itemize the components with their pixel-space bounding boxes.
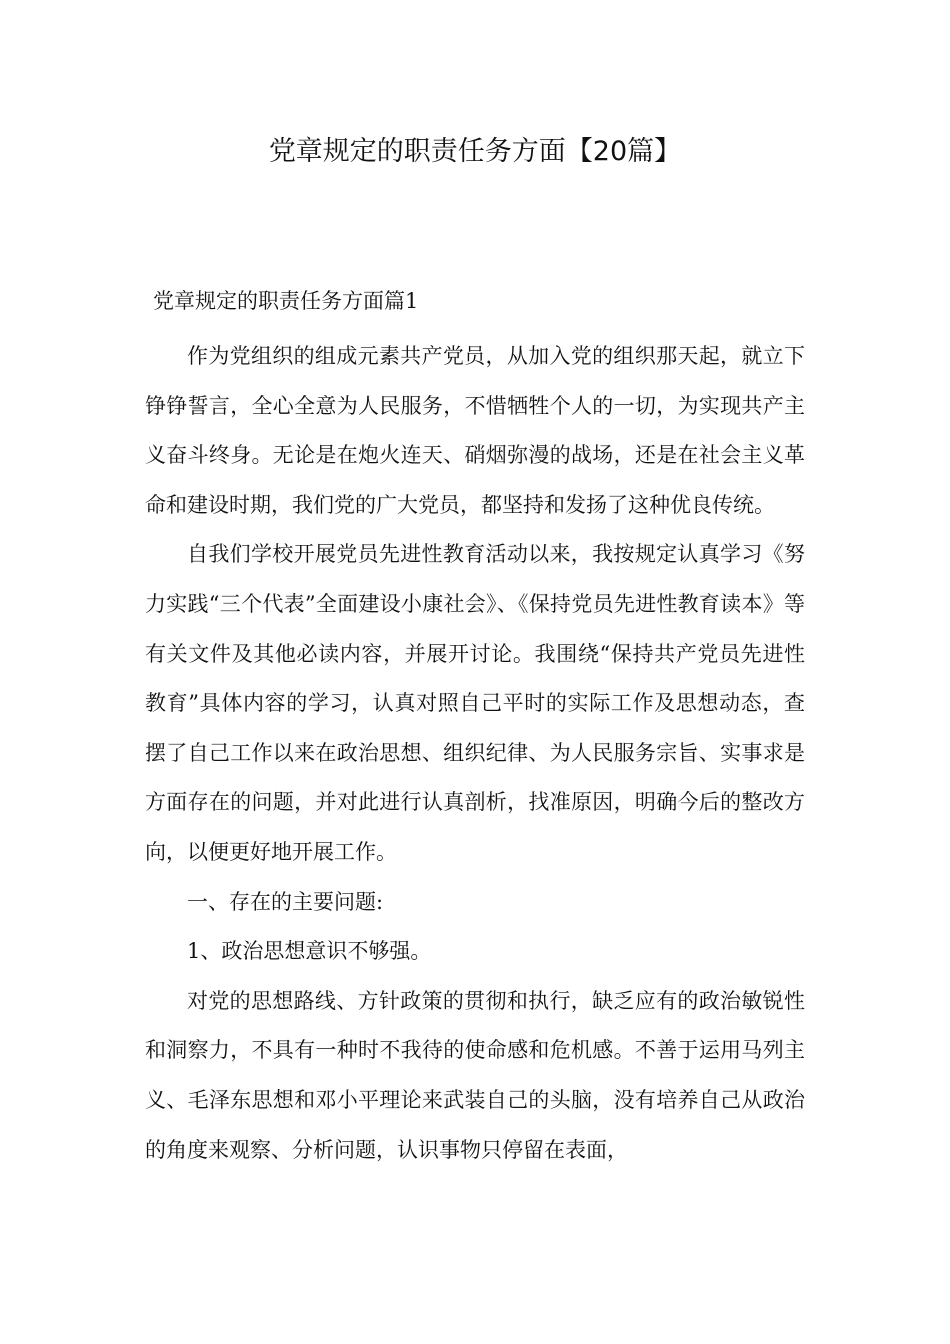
paragraph: 对党的思想路线、方针政策的贯彻和执行，缺乏应有的政治敏锐性和洞察力，不具有一种时不我待的使命感和危机感。不善于运用马列主义、毛泽东思想和邓小平理论来武装自己的头脑，没有培养自己从政治的角度来观察、分析问题，认识事物只停留在表面， [145,988,805,1162]
document-title: 党章规定的职责任务方面【20篇】 [268,136,682,167]
document-body [145,332,805,1175]
paragraph: 作为党组织的组成元素共产党员，从加入党的组织那天起，就立下铮铮誓言，全心全意为人民服务，不惜牺牲个人的一切，为实现共产主义奋斗终身。无论是在炮火连天、硝烟弥漫的战场，还是在社会主义革命和建设时期，我们党的广大党员，都坚持和发扬了这种优良传统。 [145,344,805,517]
section-heading: 党章规定的职责任务方面篇1 [153,289,419,313]
paragraph: 自我们学校开展党员先进性教育活动以来，我按规定认真学习《努力实践“三个代表”全面建设小康社会》、《保持党员先进性教育读本》等有关文件及其他必读内容，并展开讨论。我围绕“保持共产党员先进性教育”具体内容的学习，认真对照自己平时的实际工作及思想动态，查摆了自己工作以来在政治思想、组织纪律、为人民服务宗旨、实事求是方面存在的问题，并对此进行认真剖析，找准原因，明确今后的整改方向，以便更好地开展工作。 [145,542,805,864]
paragraph: 1、政治思想意识不够强。 [187,939,432,964]
paragraph: 一、存在的主要问题: [187,889,384,914]
